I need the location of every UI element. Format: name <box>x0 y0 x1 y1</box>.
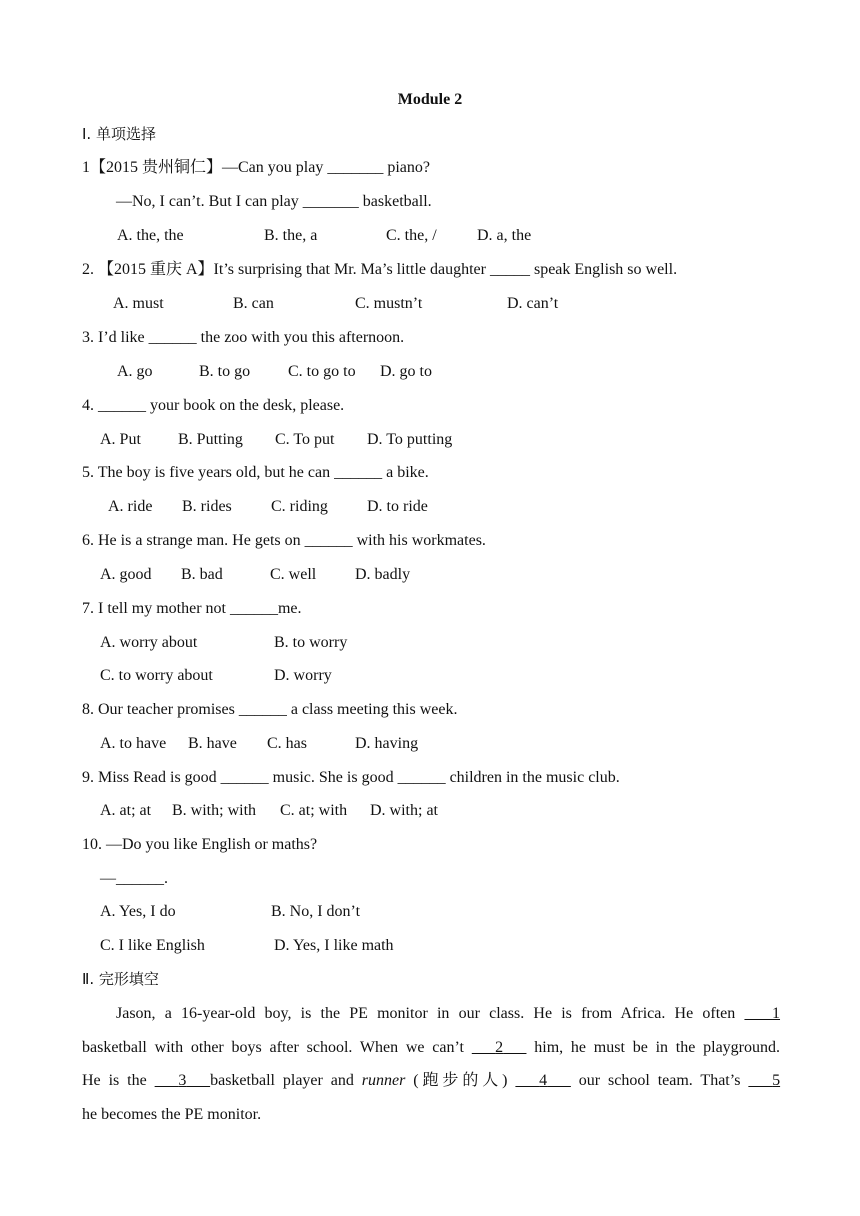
question-9-option-c[interactable]: C. at; with <box>280 802 348 819</box>
cloze-blank-1[interactable]: 1 <box>772 1005 781 1022</box>
question-1-option-b[interactable]: B. the, a <box>264 227 318 244</box>
question-2-stem: 2. 【2015 重庆 A】It’s surprising that Mr. Ma’s little daughter _____ speak English so well. <box>82 261 678 278</box>
question-4-stem: 4. ______ your book on the desk, please. <box>82 397 345 414</box>
question-8-option-a[interactable]: A. to have <box>100 735 167 752</box>
cloze-gloss: (跑步的人) <box>413 1072 508 1089</box>
question-3-option-a[interactable]: A. go <box>117 363 153 380</box>
question-5-option-c[interactable]: C. riding <box>271 498 328 515</box>
question-8-option-c[interactable]: C. has <box>267 735 307 752</box>
question-5-stem: 5. The boy is five years old, but he can ______ a bike. <box>82 464 429 481</box>
cloze-text: Jason, a 16-year-old boy, is the PE monitor in our class. He is from Africa. He often <box>116 1005 736 1022</box>
question-1-stem: 1【2015 贵州铜仁】—Can you play _______ piano? <box>82 159 430 176</box>
question-4-option-c[interactable]: C. To put <box>275 431 335 448</box>
question-6-option-b[interactable]: B. bad <box>181 566 223 583</box>
cloze-text: basketball with other boys after school. When we can’t <box>82 1039 464 1056</box>
question-7-option-c[interactable]: C. to worry about <box>100 667 213 684</box>
question-3-option-d[interactable]: D. go to <box>380 363 432 380</box>
cloze-text: basketball player and <box>210 1072 354 1089</box>
question-6-option-a[interactable]: A. good <box>100 566 152 583</box>
question-1-option-a[interactable]: A. the, the <box>117 227 184 244</box>
question-10-stem-2: —______. <box>100 870 168 887</box>
question-10-option-a[interactable]: A. Yes, I do <box>100 903 176 920</box>
question-10-stem: 10. —Do you like English or maths? <box>82 836 318 853</box>
question-1-stem-2: —No, I can’t. But I can play _______ basketball. <box>116 193 432 210</box>
question-2-option-b[interactable]: B. can <box>233 295 274 312</box>
question-7-option-b[interactable]: B. to worry <box>274 634 348 651</box>
question-4-option-a[interactable]: A. Put <box>100 431 141 448</box>
cloze-blank-5[interactable]: 5 <box>772 1072 781 1089</box>
cloze-line-3 <box>82 1071 780 1091</box>
question-6-option-d[interactable]: D. badly <box>355 566 411 583</box>
question-4-option-d[interactable]: D. To putting <box>367 431 453 448</box>
question-10-option-d[interactable]: D. Yes, I like math <box>274 937 394 954</box>
question-10-option-b[interactable]: B. No, I don’t <box>271 903 361 920</box>
question-6-option-c[interactable]: C. well <box>270 566 317 583</box>
question-7-stem: 7. I tell my mother not ______me. <box>82 600 302 617</box>
question-2-option-a[interactable]: A. must <box>113 295 164 312</box>
cloze-blank-2[interactable]: 2 <box>495 1039 504 1056</box>
question-7-option-d[interactable]: D. worry <box>274 667 332 684</box>
cloze-blank-3[interactable]: 3 <box>178 1072 187 1089</box>
question-6-stem: 6. He is a strange man. He gets on ______ with his workmates. <box>82 532 486 549</box>
cloze-blank-4[interactable]: 4 <box>539 1072 548 1089</box>
question-1-option-c[interactable]: C. the, / <box>386 227 437 244</box>
question-9-option-b[interactable]: B. with; with <box>172 802 257 819</box>
cloze-text: our school team. That’s <box>578 1072 741 1089</box>
question-9-option-d[interactable]: D. with; at <box>370 802 438 819</box>
question-5-option-d[interactable]: D. to ride <box>367 498 428 515</box>
cloze-text: him, he must be in the playground. <box>534 1039 781 1056</box>
question-2-option-c[interactable]: C. mustn’t <box>355 295 423 312</box>
cloze-text: He is the <box>82 1072 147 1089</box>
question-5-option-a[interactable]: A. ride <box>108 498 153 515</box>
question-9-option-a[interactable]: A. at; at <box>100 802 152 819</box>
question-2-option-d[interactable]: D. can’t <box>507 295 559 312</box>
cloze-line-2 <box>82 1038 780 1058</box>
question-1-option-d[interactable]: D. a, the <box>477 227 532 244</box>
section-1-heading: Ⅰ. 单项选择 <box>82 125 156 143</box>
question-3-stem: 3. I’d like ______ the zoo with you this afternoon. <box>82 329 405 346</box>
question-4-option-b[interactable]: B. Putting <box>178 431 243 448</box>
question-8-stem: 8. Our teacher promises ______ a class meeting this week. <box>82 701 458 718</box>
question-8-option-b[interactable]: B. have <box>188 735 237 752</box>
question-10-option-c[interactable]: C. I like English <box>100 937 205 954</box>
question-3-option-c[interactable]: C. to go to <box>288 363 356 380</box>
question-5-option-b[interactable]: B. rides <box>182 498 232 515</box>
question-8-option-d[interactable]: D. having <box>355 735 419 752</box>
question-3-option-b[interactable]: B. to go <box>199 363 251 380</box>
cloze-line-4: he becomes the PE monitor. <box>82 1106 262 1123</box>
section-2-heading: Ⅱ. 完形填空 <box>82 970 159 988</box>
cloze-italic-word: runner <box>361 1072 406 1089</box>
cloze-line-1 <box>116 1004 780 1024</box>
question-9-stem: 9. Miss Read is good ______ music. She is good ______ children in the music club. <box>82 769 620 786</box>
page-title: Module 2 <box>397 91 463 108</box>
question-7-option-a[interactable]: A. worry about <box>100 634 198 651</box>
